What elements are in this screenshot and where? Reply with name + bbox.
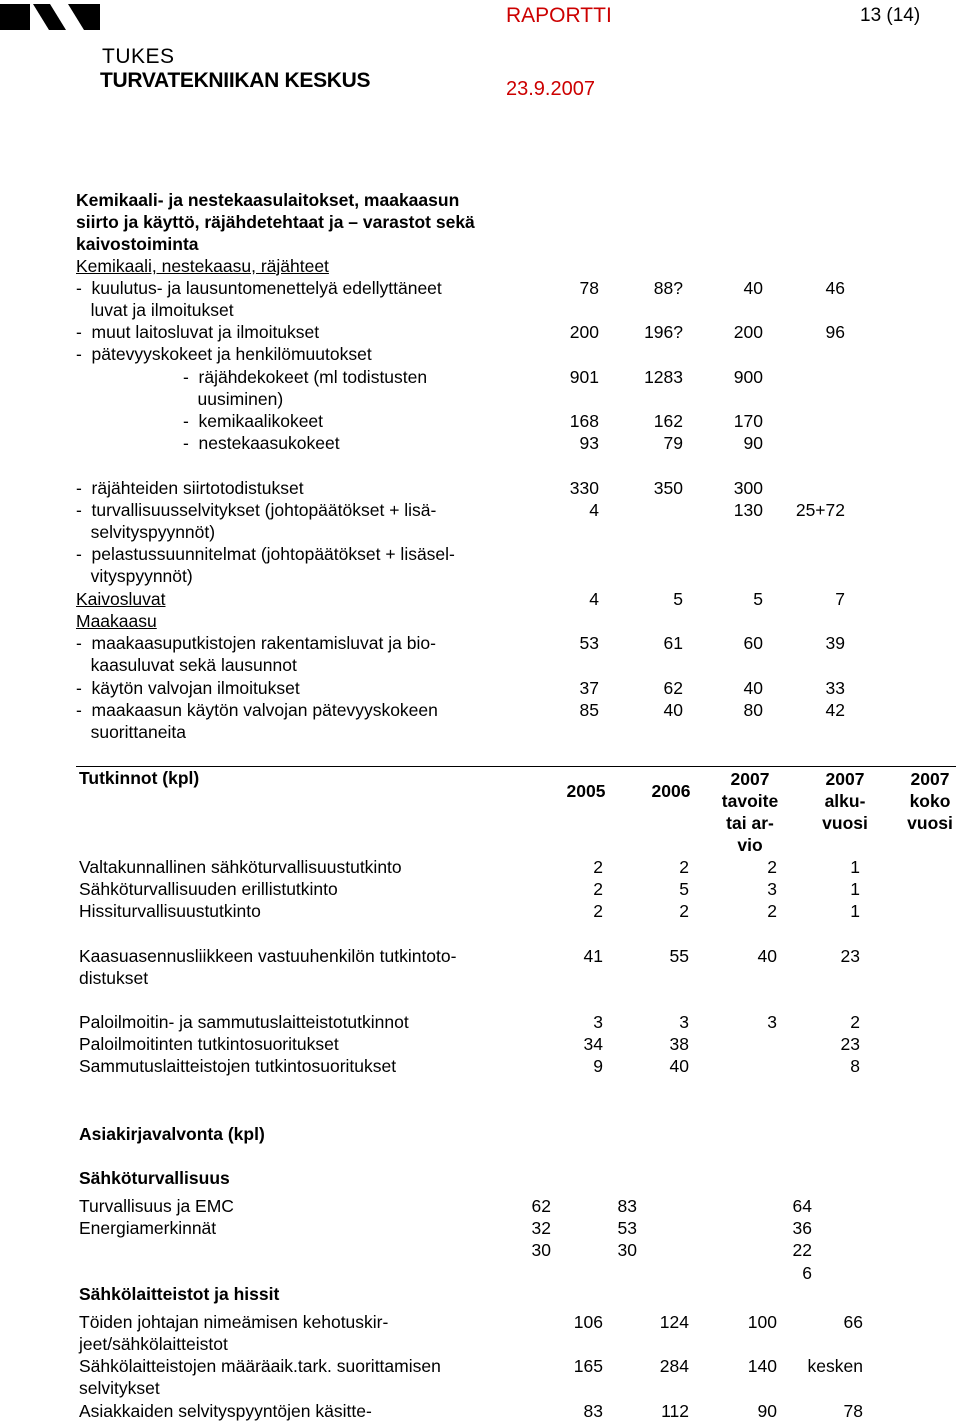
col-2007-kokovuosi bbox=[885, 768, 960, 834]
row-label: selvitykset bbox=[79, 1378, 160, 1399]
header-line: koko bbox=[909, 791, 951, 811]
cell-value: 2 bbox=[593, 879, 603, 899]
cell-value: 5 bbox=[679, 879, 689, 899]
cell-value: 53 bbox=[579, 633, 599, 653]
maakaasu-label: Maakaasu bbox=[76, 611, 157, 631]
cell-value: 25+72 bbox=[795, 500, 845, 520]
row-label: suorittaneita bbox=[76, 722, 186, 743]
row-label: Energiamerkinnät bbox=[79, 1218, 217, 1238]
row-label: Paloilmoitin- ja sammutuslaitteistotutkinnot bbox=[79, 1012, 409, 1032]
row-label: vityspyynnöt) bbox=[76, 566, 193, 587]
row-label: Asiakkaiden selvityspyyntöjen käsitte- bbox=[79, 1401, 372, 1421]
cell-value: 30 bbox=[617, 1240, 637, 1260]
cell-value: 62 bbox=[531, 1196, 551, 1216]
cell-value: 3 bbox=[593, 1012, 603, 1032]
row-label: - käytön valvojan ilmoitukset bbox=[76, 678, 300, 698]
cell-value: 88? bbox=[653, 278, 683, 298]
header-line: vuosi bbox=[822, 813, 868, 833]
logo-mark-icon bbox=[0, 0, 100, 30]
row-label: Töiden johtajan nimeämisen kehotuskir- bbox=[79, 1312, 389, 1332]
row-label: - nestekaasukokeet bbox=[76, 433, 340, 453]
row-label: - kemikaalikokeet bbox=[76, 411, 324, 431]
cell-value: 62 bbox=[663, 678, 683, 698]
cell-value: 40 bbox=[663, 700, 683, 720]
cell-value: 8 bbox=[850, 1056, 860, 1076]
asiakirja-title: Asiakirjavalvonta (kpl) bbox=[79, 1124, 265, 1144]
cell-value: 38 bbox=[669, 1034, 689, 1054]
cell-value: 1 bbox=[850, 901, 860, 921]
cell-value: 900 bbox=[733, 367, 763, 387]
cell-value: 2 bbox=[767, 901, 777, 921]
header-line: tai ar- bbox=[726, 813, 774, 833]
cell-value: 41 bbox=[583, 946, 603, 966]
cell-value: 96 bbox=[825, 322, 845, 342]
row-label: distukset bbox=[79, 968, 149, 989]
row-label: Sähkölaitteistojen määräaik.tark. suorittamisen bbox=[79, 1356, 441, 1376]
cell-value: 330 bbox=[569, 478, 599, 498]
cell-value: 90 bbox=[743, 433, 763, 453]
cell-value: 2 bbox=[593, 901, 603, 921]
cell-value: 55 bbox=[669, 946, 689, 966]
row-label: jeet/sähkölaitteistot bbox=[79, 1334, 228, 1355]
cell-value: 40 bbox=[743, 278, 763, 298]
row-label: - turvallisuusselvitykset (johtopäätökset + lisä- bbox=[76, 500, 437, 520]
cell-value: 901 bbox=[569, 367, 599, 387]
row-label: uusiminen) bbox=[76, 389, 284, 410]
cell-value: 40 bbox=[669, 1056, 689, 1076]
cell-value: 7 bbox=[835, 589, 845, 609]
sahko-title: Sähköturvallisuus bbox=[79, 1168, 230, 1188]
cell-value: 60 bbox=[743, 633, 763, 653]
header-line: vuosi bbox=[907, 813, 953, 833]
cell-value: 79 bbox=[663, 433, 683, 453]
row-label: luvat ja ilmoitukset bbox=[76, 300, 234, 321]
cell-value: 85 bbox=[579, 700, 599, 720]
table-divider bbox=[76, 766, 956, 767]
cell-value: 78 bbox=[843, 1401, 863, 1421]
cell-value: 162 bbox=[653, 411, 683, 431]
header-line: vio bbox=[737, 835, 763, 855]
cell-value: 2 bbox=[767, 857, 777, 877]
tutkinnot-title: Tutkinnot (kpl) bbox=[79, 768, 200, 788]
section-title-line: Kemikaali- ja nestekaasulaitokset, maakaasun bbox=[76, 190, 460, 210]
cell-value: 5 bbox=[753, 589, 763, 609]
cell-value: 53 bbox=[617, 1218, 637, 1238]
cell-value: 40 bbox=[743, 678, 763, 698]
cell-value: 64 bbox=[792, 1196, 812, 1216]
cell-value: 168 bbox=[569, 411, 599, 431]
cell-value: 5 bbox=[673, 589, 683, 609]
org-name-line2: TURVATEKNIIKAN KESKUS bbox=[100, 69, 371, 92]
row-label: Sähköturvallisuuden erillistutkinto bbox=[79, 879, 338, 899]
cell-value: 130 bbox=[733, 500, 763, 520]
section-subtitle: Kemikaali, nestekaasu, räjähteet bbox=[76, 256, 329, 276]
cell-value: 30 bbox=[531, 1240, 551, 1260]
cell-value: 200 bbox=[569, 322, 599, 342]
cell-value: 1 bbox=[850, 879, 860, 899]
cell-value: 22 bbox=[792, 1240, 812, 1260]
row-label: selvityspyynnöt) bbox=[76, 522, 216, 543]
col-2005: 2005 bbox=[566, 781, 606, 801]
cell-value: 23 bbox=[840, 946, 860, 966]
row-label: kaasuluvat sekä lausunnot bbox=[76, 655, 297, 676]
cell-value: 124 bbox=[659, 1312, 689, 1332]
cell-value: 23 bbox=[840, 1034, 860, 1054]
row-label: Sammutuslaitteistojen tutkintosuoritukset bbox=[79, 1056, 397, 1076]
cell-value: 42 bbox=[825, 700, 845, 720]
cell-value: 112 bbox=[661, 1401, 689, 1421]
cell-value: 83 bbox=[583, 1401, 603, 1421]
cell-value: 39 bbox=[825, 633, 845, 653]
cell-value: 46 bbox=[825, 278, 845, 298]
header-line: 2007 bbox=[825, 769, 865, 789]
cell-value: 170 bbox=[733, 411, 763, 431]
cell-value: 284 bbox=[659, 1356, 689, 1376]
doc-date: 23.9.2007 bbox=[506, 78, 595, 100]
cell-value: 61 bbox=[663, 633, 683, 653]
section-title-line: kaivostoiminta bbox=[76, 234, 199, 254]
cell-value: 83 bbox=[617, 1196, 637, 1216]
row-label: - räjähteiden siirtotodistukset bbox=[76, 478, 304, 498]
cell-value: 140 bbox=[747, 1356, 777, 1376]
cell-value: 90 bbox=[757, 1401, 777, 1421]
cell-value: 33 bbox=[825, 678, 845, 698]
row-label: Valtakunnallinen sähköturvallisuustutkinto bbox=[79, 857, 402, 877]
doc-type: RAPORTTI bbox=[506, 4, 612, 27]
col-2007-alkuvuosi bbox=[800, 768, 890, 834]
cell-value: 3 bbox=[767, 879, 777, 899]
cell-value: 32 bbox=[531, 1218, 551, 1238]
cell-value: kesken bbox=[807, 1356, 863, 1376]
row-label: - räjähdekokeet (ml todistusten bbox=[76, 367, 428, 387]
header-line: 2007 bbox=[910, 769, 950, 789]
hissit-title: Sähkölaitteistot ja hissit bbox=[79, 1284, 280, 1304]
header-line: alku- bbox=[824, 791, 866, 811]
row-label: - muut laitosluvat ja ilmoitukset bbox=[76, 322, 320, 342]
row-label: Turvallisuus ja EMC bbox=[79, 1196, 234, 1216]
cell-value: 3 bbox=[679, 1012, 689, 1032]
row-label: - maakaasun käytön valvojan pätevyyskokeen bbox=[76, 700, 438, 720]
cell-value: 80 bbox=[743, 700, 763, 720]
cell-value: 93 bbox=[579, 433, 599, 453]
cell-value: 100 bbox=[747, 1312, 777, 1332]
row-label: Hissiturvallisuustutkinto bbox=[79, 901, 261, 921]
row-label: - pelastussuunnitelmat (johtopäätökset + lisäsel- bbox=[76, 544, 455, 564]
cell-value: 350 bbox=[653, 478, 683, 498]
cell-value: 2 bbox=[593, 857, 603, 877]
cell-value: 2 bbox=[850, 1012, 860, 1032]
cell-value: 1283 bbox=[644, 367, 683, 387]
cell-value: 1 bbox=[850, 857, 860, 877]
cell-value: 300 bbox=[733, 478, 763, 498]
logo bbox=[0, 0, 100, 30]
row-label: - pätevyyskokeet ja henkilömuutokset bbox=[76, 344, 372, 364]
cell-value: 2 bbox=[679, 901, 689, 921]
header-line: 2007 bbox=[730, 769, 770, 789]
cell-value: 2 bbox=[679, 857, 689, 877]
cell-value: 4 bbox=[589, 500, 599, 520]
col-2007-tavoite bbox=[705, 768, 795, 856]
col-2006: 2006 bbox=[651, 781, 691, 801]
cell-value: 66 bbox=[843, 1312, 863, 1332]
row-label: Kaasuasennusliikkeen vastuuhenkilön tutkintoto- bbox=[79, 946, 457, 966]
cell-value: 4 bbox=[589, 589, 599, 609]
row-label: - maakaasuputkistojen rakentamisluvat ja bio- bbox=[76, 633, 436, 653]
section-title-line: siirto ja käyttö, räjähdetehtaat ja – varastot sekä bbox=[76, 212, 475, 232]
cell-value: 106 bbox=[573, 1312, 603, 1332]
header-line: tavoite bbox=[721, 791, 779, 811]
cell-value: 9 bbox=[593, 1056, 603, 1076]
org-name-line1: TUKES bbox=[102, 45, 175, 68]
cell-value: 40 bbox=[757, 946, 777, 966]
cell-value: 196? bbox=[644, 322, 683, 342]
cell-value: 6 bbox=[802, 1263, 812, 1283]
page-number: 13 (14) bbox=[860, 5, 921, 26]
cell-value: 37 bbox=[579, 678, 599, 698]
cell-value: 3 bbox=[767, 1012, 777, 1032]
cell-value: 200 bbox=[733, 322, 763, 342]
cell-value: 34 bbox=[583, 1034, 603, 1054]
cell-value: 36 bbox=[792, 1218, 812, 1238]
cell-value: 165 bbox=[573, 1356, 603, 1376]
row-label: Paloilmoitinten tutkintosuoritukset bbox=[79, 1034, 339, 1054]
cell-value: 78 bbox=[579, 278, 599, 298]
kaivosluvat-label: Kaivosluvat bbox=[76, 589, 166, 609]
row-label: - kuulutus- ja lausuntomenettelyä edellyttäneet bbox=[76, 278, 442, 298]
